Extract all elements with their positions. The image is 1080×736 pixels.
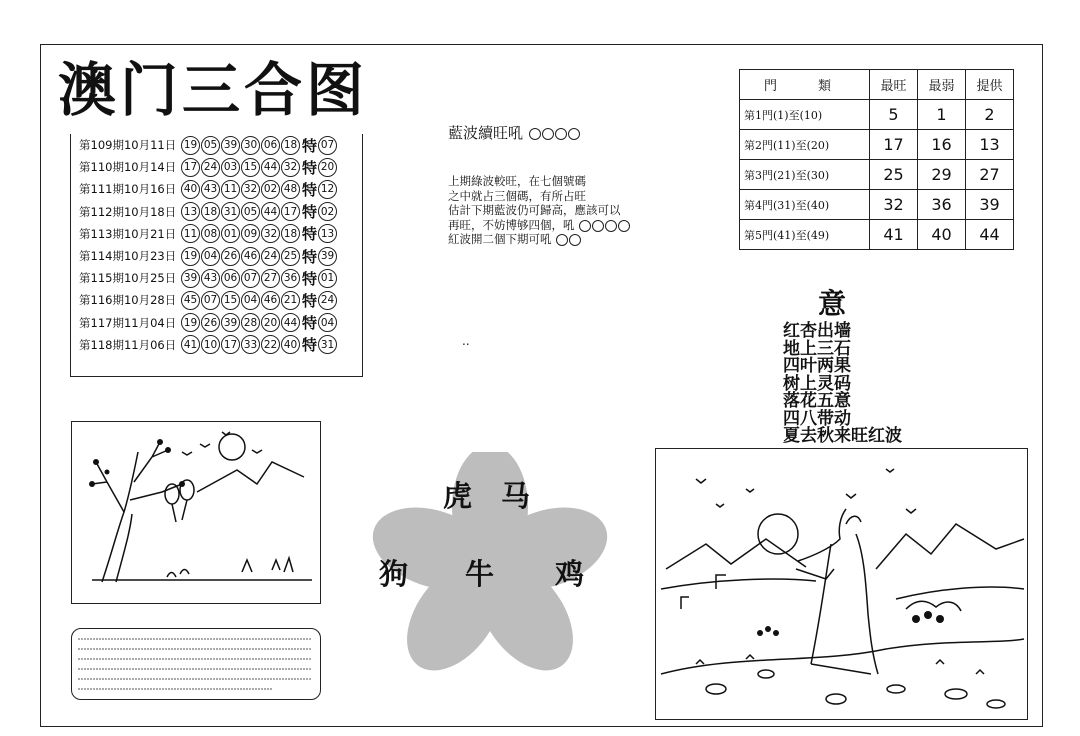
number-ball: 07 bbox=[201, 291, 220, 310]
number-ball: 32 bbox=[261, 224, 280, 243]
number-ball: 24 bbox=[261, 247, 280, 266]
group-label: 第2門(11)至(20) bbox=[740, 130, 870, 160]
number-ball: 21 bbox=[281, 291, 300, 310]
draw-row bbox=[71, 267, 363, 289]
number-ball: 18 bbox=[201, 202, 220, 221]
draw-row bbox=[71, 223, 363, 245]
para-line: 之中就占三個碼，有所占旺 bbox=[448, 188, 586, 203]
meaning-heading: 意 bbox=[818, 287, 847, 320]
special-number-ball: 07 bbox=[318, 136, 337, 155]
stats-row bbox=[740, 100, 1014, 130]
dots-mark: .. bbox=[462, 334, 470, 348]
header-category: 門 類 bbox=[740, 70, 870, 100]
special-marker: 特 bbox=[302, 158, 318, 177]
stats-row bbox=[740, 220, 1014, 250]
draw-results-table bbox=[70, 134, 363, 377]
number-ball: 22 bbox=[261, 335, 280, 354]
poem-line: 夏去秋来旺红波 bbox=[783, 426, 902, 446]
hot-value: 25 bbox=[870, 160, 918, 190]
poem-line: 红杏出墙 bbox=[783, 321, 851, 341]
hot-value: 41 bbox=[870, 220, 918, 250]
number-ball: 18 bbox=[281, 136, 300, 155]
draw-row bbox=[71, 178, 363, 200]
number-ball: 20 bbox=[261, 313, 280, 332]
number-ball: 06 bbox=[221, 269, 240, 288]
number-ball: 06 bbox=[261, 136, 280, 155]
draw-issue-label: 第116期10月28日 bbox=[79, 293, 177, 308]
number-ball: 02 bbox=[261, 180, 280, 199]
group-label: 第3門(21)至(30) bbox=[740, 160, 870, 190]
tree-birds-drawing bbox=[72, 422, 319, 602]
number-group-stats-table bbox=[739, 69, 1014, 250]
number-ball: 31 bbox=[221, 202, 240, 221]
number-ball: 05 bbox=[201, 136, 220, 155]
fine-print-box bbox=[71, 628, 321, 700]
number-ball: 44 bbox=[261, 158, 280, 177]
number-ball: 46 bbox=[241, 247, 260, 266]
draw-issue-label: 第118期11月06日 bbox=[79, 337, 177, 352]
number-ball: 15 bbox=[241, 158, 260, 177]
number-ball: 40 bbox=[181, 180, 200, 199]
special-marker: 特 bbox=[302, 225, 318, 244]
cold-value: 29 bbox=[918, 160, 966, 190]
number-ball: 10 bbox=[201, 335, 220, 354]
stats-row bbox=[740, 160, 1014, 190]
cold-value: 16 bbox=[918, 130, 966, 160]
draw-issue-label: 第110期10月14日 bbox=[79, 160, 177, 175]
draw-row bbox=[71, 156, 363, 178]
special-number-ball: 01 bbox=[318, 269, 337, 288]
draw-row bbox=[71, 245, 363, 267]
provide-value: 2 bbox=[966, 100, 1014, 130]
number-ball: 11 bbox=[221, 180, 240, 199]
analysis-paragraph bbox=[448, 174, 630, 247]
number-ball: 04 bbox=[201, 247, 220, 266]
number-ball: 28 bbox=[241, 313, 260, 332]
number-ball: 39 bbox=[221, 136, 240, 155]
number-ball: 44 bbox=[281, 313, 300, 332]
fine-print-lines bbox=[72, 629, 318, 697]
stats-row bbox=[740, 190, 1014, 220]
special-number-ball: 24 bbox=[318, 291, 337, 310]
tree-birds-illustration bbox=[71, 421, 321, 604]
special-number-ball: 02 bbox=[318, 202, 337, 221]
draw-row bbox=[71, 289, 363, 311]
provide-value: 44 bbox=[966, 220, 1014, 250]
special-marker: 特 bbox=[302, 291, 318, 310]
draw-issue-label: 第111期10月16日 bbox=[79, 182, 177, 197]
hot-value: 32 bbox=[870, 190, 918, 220]
draw-issue-label: 第115期10月25日 bbox=[79, 271, 177, 286]
header-provide: 提供 bbox=[966, 70, 1014, 100]
provide-value: 39 bbox=[966, 190, 1014, 220]
number-ball: 19 bbox=[181, 247, 200, 266]
hot-value: 5 bbox=[870, 100, 918, 130]
number-ball: 24 bbox=[201, 158, 220, 177]
number-ball: 07 bbox=[241, 269, 260, 288]
special-number-ball: 31 bbox=[318, 335, 337, 354]
number-ball: 15 bbox=[221, 291, 240, 310]
draw-row bbox=[71, 134, 363, 156]
number-ball: 08 bbox=[201, 224, 220, 243]
number-ball: 32 bbox=[281, 158, 300, 177]
ball-marks bbox=[528, 124, 580, 142]
blue-wave-heading-text: 藍波續旺吼 bbox=[448, 124, 524, 142]
draw-row bbox=[71, 312, 363, 334]
para-line: 上期綠波較旺，在七個號碼 bbox=[448, 174, 586, 188]
number-ball: 17 bbox=[181, 158, 200, 177]
special-marker: 特 bbox=[302, 203, 318, 222]
provide-value: 27 bbox=[966, 160, 1014, 190]
special-number-ball: 04 bbox=[318, 313, 337, 332]
group-label: 第5門(41)至(49) bbox=[740, 220, 870, 250]
special-marker: 特 bbox=[302, 336, 318, 355]
number-ball: 26 bbox=[221, 247, 240, 266]
poem-line: 落花五意 bbox=[783, 391, 851, 411]
number-ball: 40 bbox=[281, 335, 300, 354]
number-ball: 43 bbox=[201, 269, 220, 288]
number-ball: 43 bbox=[201, 180, 220, 199]
zodiac-tiger: 虎 bbox=[443, 479, 473, 513]
para-line: 紅波開二個下期可吼 bbox=[448, 232, 630, 247]
number-ball: 48 bbox=[281, 180, 300, 199]
para-line: 估計下期藍波仍可歸高，應該可以 bbox=[448, 203, 621, 217]
para-line: 再旺，不妨博够四個，吼 bbox=[448, 218, 630, 233]
draw-row bbox=[71, 334, 363, 356]
scholar-landscape-drawing bbox=[656, 449, 1026, 718]
number-ball: 32 bbox=[241, 180, 260, 199]
special-number-ball: 12 bbox=[318, 180, 337, 199]
number-ball: 46 bbox=[261, 291, 280, 310]
number-ball: 44 bbox=[261, 202, 280, 221]
special-number-ball: 13 bbox=[318, 224, 337, 243]
number-ball: 19 bbox=[181, 136, 200, 155]
number-ball: 09 bbox=[241, 224, 260, 243]
number-ball: 30 bbox=[241, 136, 260, 155]
group-label: 第1門(1)至(10) bbox=[740, 100, 870, 130]
number-ball: 17 bbox=[221, 335, 240, 354]
number-ball: 36 bbox=[281, 269, 300, 288]
page-title: 澳门三合图 bbox=[58, 56, 369, 124]
header-hot: 最旺 bbox=[870, 70, 918, 100]
number-ball: 04 bbox=[241, 291, 260, 310]
draw-row bbox=[71, 201, 363, 223]
special-marker: 特 bbox=[302, 247, 318, 266]
draw-issue-label: 第114期10月23日 bbox=[79, 249, 177, 264]
number-ball: 03 bbox=[221, 158, 240, 177]
special-marker: 特 bbox=[302, 136, 318, 155]
special-number-ball: 20 bbox=[318, 158, 337, 177]
number-ball: 11 bbox=[181, 224, 200, 243]
number-ball: 13 bbox=[181, 202, 200, 221]
number-ball: 19 bbox=[181, 313, 200, 332]
poem-line: 地上三石 bbox=[783, 338, 851, 359]
number-ball: 41 bbox=[181, 335, 200, 354]
poem-line: 四叶两果 bbox=[783, 356, 851, 376]
cold-value: 1 bbox=[918, 100, 966, 130]
number-ball: 18 bbox=[281, 224, 300, 243]
header-cold: 最弱 bbox=[918, 70, 966, 100]
zodiac-rooster: 鸡 bbox=[555, 557, 585, 591]
special-marker: 特 bbox=[302, 180, 318, 199]
hot-value: 17 bbox=[870, 130, 918, 160]
draw-issue-label: 第117期11月04日 bbox=[79, 315, 177, 330]
poem-line: 树上灵码 bbox=[783, 373, 851, 394]
scholar-landscape-illustration bbox=[655, 448, 1028, 720]
zodiac-horse: 马 bbox=[501, 479, 531, 513]
cold-value: 40 bbox=[918, 220, 966, 250]
group-label: 第4門(31)至(40) bbox=[740, 190, 870, 220]
zodiac-dog: 狗 bbox=[379, 557, 409, 591]
draw-issue-label: 第113期10月21日 bbox=[79, 226, 177, 241]
poem-line: 四八带动 bbox=[783, 408, 851, 429]
draw-issue-label: 第112期10月18日 bbox=[79, 204, 177, 219]
number-ball: 39 bbox=[221, 313, 240, 332]
number-ball: 39 bbox=[181, 269, 200, 288]
zodiac-flower bbox=[355, 452, 625, 692]
cold-value: 36 bbox=[918, 190, 966, 220]
number-ball: 26 bbox=[201, 313, 220, 332]
special-number-ball: 39 bbox=[318, 247, 337, 266]
stats-header-row bbox=[740, 70, 1014, 100]
number-ball: 45 bbox=[181, 291, 200, 310]
draw-issue-label: 第109期10月11日 bbox=[79, 138, 177, 153]
stats-row bbox=[740, 130, 1014, 160]
number-ball: 27 bbox=[261, 269, 280, 288]
special-marker: 特 bbox=[302, 269, 318, 288]
number-ball: 25 bbox=[281, 247, 300, 266]
number-ball: 05 bbox=[241, 202, 260, 221]
provide-value: 13 bbox=[966, 130, 1014, 160]
zodiac-ox: 牛 bbox=[465, 557, 495, 591]
blue-wave-heading bbox=[448, 122, 580, 143]
number-ball: 01 bbox=[221, 224, 240, 243]
special-marker: 特 bbox=[302, 314, 318, 333]
number-ball: 17 bbox=[281, 202, 300, 221]
number-ball: 33 bbox=[241, 335, 260, 354]
riddle-poem bbox=[783, 323, 902, 446]
